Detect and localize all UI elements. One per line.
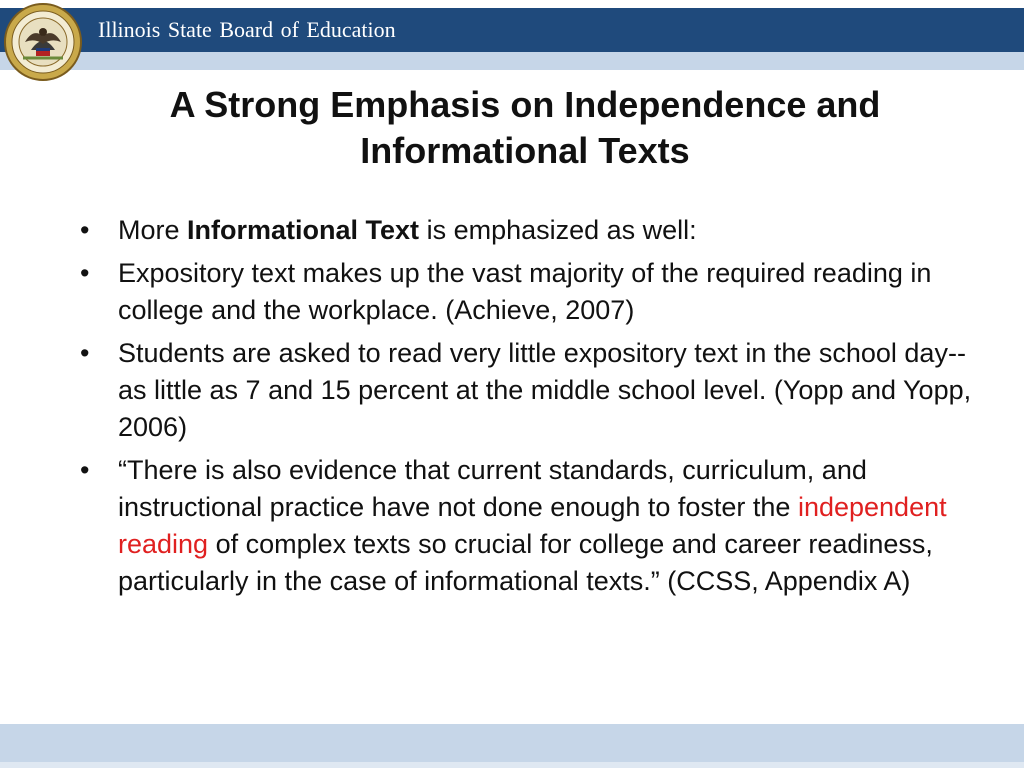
bullet-item xyxy=(76,452,976,600)
highlighted-text: independent reading xyxy=(118,492,947,559)
bullet-bold-text: Informational Text xyxy=(187,215,420,245)
bullet-text: of complex texts so crucial for college and career readiness, particularly in the case of informational texts.” (CCSS, Appendix A) xyxy=(118,529,933,596)
bullet-text: Students are asked to read very little expository text in the school day--as little as 7 and 15 percent at the middle school level. (Yopp and Yopp, 2006) xyxy=(118,338,972,442)
bullet-item xyxy=(76,212,976,249)
slide-title: A Strong Emphasis on Independence and Informational Texts xyxy=(169,84,881,171)
bullet-dot: • xyxy=(80,455,90,485)
bullet-list xyxy=(76,212,976,606)
bullet-item xyxy=(76,255,976,329)
bullet-text: “There is also evidence that current standards, curriculum, and instructional practice have not done enough to foster the xyxy=(118,455,867,522)
header-title: Illinois State Board of Education xyxy=(98,17,396,42)
bullet-text: Expository text makes up the vast majority of the required reading in college and the workplace. (Achieve, 2007) xyxy=(118,258,932,325)
bullet-item xyxy=(76,335,976,446)
bullet-dot: • xyxy=(80,258,90,288)
bullet-text: More xyxy=(118,215,188,245)
footer-line xyxy=(0,762,1024,768)
bullet-dot: • xyxy=(80,215,90,245)
state-seal-icon xyxy=(3,2,83,82)
header-strip xyxy=(0,52,1024,70)
bullet-dot: • xyxy=(80,338,90,368)
footer-bar xyxy=(0,724,1024,762)
bullet-text: is emphasized as well: xyxy=(419,215,697,245)
